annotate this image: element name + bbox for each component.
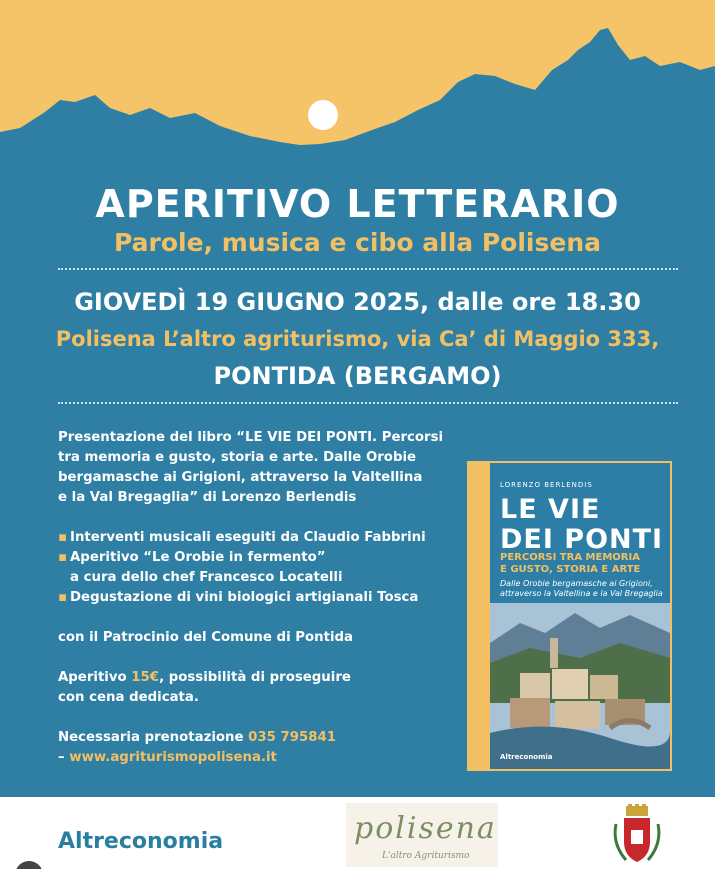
dotted-divider: [58, 402, 678, 404]
presentation-line: tra memoria e gusto, storia e arte. Dalle Orobie: [58, 450, 417, 465]
booking-line: Necessaria prenotazione 035 795841: [58, 730, 337, 745]
price-value: 15€: [131, 670, 160, 685]
event-city: PONTIDA (BERGAMO): [213, 362, 502, 390]
phone-number: 035 795841: [248, 730, 337, 745]
price-line: Aperitivo 15€, possibilità di proseguire: [58, 670, 351, 685]
presentation-line: bergamasche ai Grigioni, attraverso la Valtellina: [58, 470, 423, 485]
book-tagline: Dalle Orobie bergamasche ai Grigioni, attraverso la Valtellina e la Val Bregaglia: [500, 579, 663, 598]
bullet-icon: ▪: [58, 530, 68, 545]
event-date: GIOVEDÌ 19 GIUGNO 2025, dalle ore 18.30: [74, 288, 641, 316]
book-cover: [490, 463, 670, 769]
mountain-sunset-illustration: [0, 0, 715, 170]
village-photo: [490, 603, 670, 769]
book-publisher: Altreconomia: [500, 753, 553, 761]
program-item: ▪ Interventi musicali eseguiti da Claudio Fabbrini: [58, 530, 426, 545]
patronage-text: con il Patrocinio del Comune di Pontida: [58, 630, 354, 645]
polisena-tagline: L'altro Agriturismo: [382, 851, 470, 861]
bullet-icon: ▪: [58, 550, 68, 565]
polisena-logo: [346, 803, 498, 867]
price-line-2: con cena dedicata.: [58, 690, 199, 705]
book-title: LE VIE DEI PONTI: [500, 494, 664, 555]
program-item: ▪ Degustazione di vini biologici artigianali Tosca: [58, 590, 419, 605]
presentation-line: Presentazione del libro “LE VIE DEI PONTI. Percorsi: [58, 430, 444, 445]
poster-title: APERITIVO LETTERARIO: [95, 182, 620, 226]
website-link[interactable]: www.agriturismopolisena.it: [69, 750, 277, 765]
dotted-divider: [58, 268, 678, 270]
altreconomia-logo: Altreconomia: [58, 829, 224, 854]
book-author: LORENZO BERLENDIS: [500, 481, 593, 489]
polisena-name: polisena: [354, 811, 497, 846]
event-description: [58, 428, 448, 768]
comune-crest-icon: [612, 804, 662, 866]
program-item-continuation: a cura dello chef Francesco Locatelli: [70, 570, 343, 585]
book-subtitle: PERCORSI TRA MEMORIA E GUSTO, STORIA E ARTE: [500, 552, 641, 575]
sun-icon: [308, 100, 338, 130]
presentation-line: e la Val Bregaglia” di Lorenzo Berlendis: [58, 490, 357, 505]
bullet-icon: ▪: [58, 590, 68, 605]
website-line: – www.agriturismopolisena.it: [58, 750, 277, 765]
poster-subtitle: Parole, musica e cibo alla Polisena: [114, 228, 601, 257]
program-item: ▪ Aperitivo “Le Orobie in fermento”: [58, 550, 326, 565]
event-venue: Polisena L’altro agriturismo, via Ca’ di Maggio 333,: [55, 327, 660, 351]
